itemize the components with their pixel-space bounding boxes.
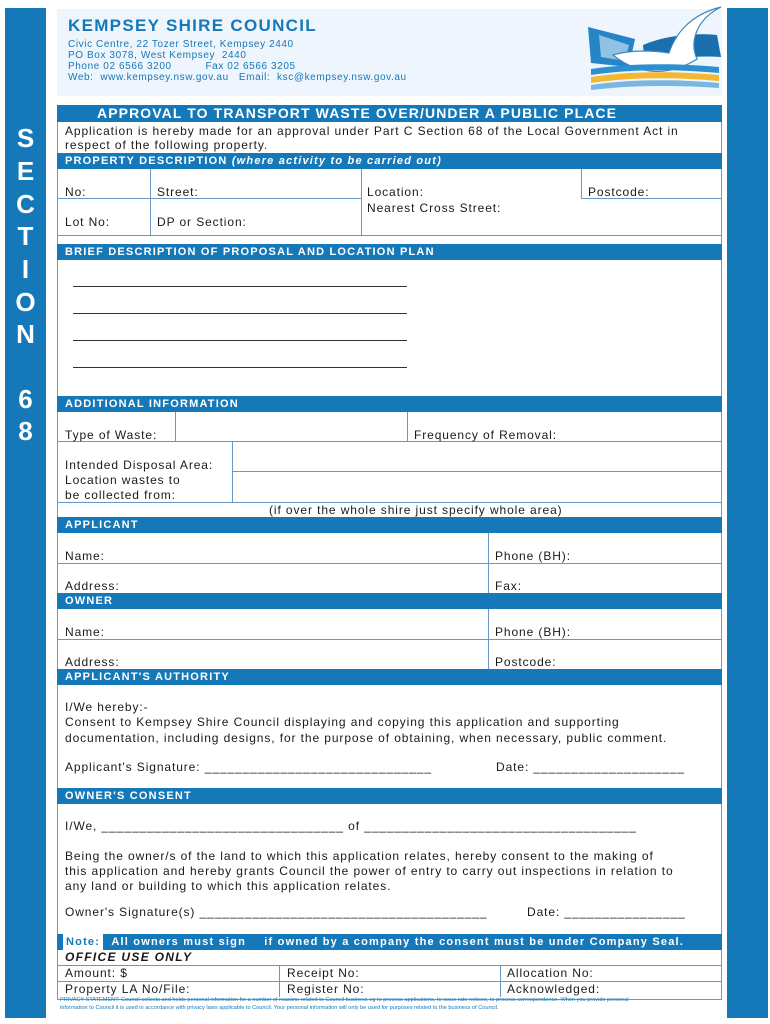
- section-letter: N: [16, 319, 35, 349]
- owner-signature-field[interactable]: Owner's Signature(s) ______________________________________: [65, 905, 488, 919]
- privacy-line2: information to Council it is used in accordance with privacy laws applicable to Council. Your personal information will only be used for purposes related to the business of Council.: [60, 1004, 499, 1011]
- section-letter: I: [21, 254, 30, 284]
- divider: [279, 965, 280, 997]
- property-no-field[interactable]: No:: [65, 185, 87, 199]
- type-of-waste-field[interactable]: Type of Waste:: [65, 428, 158, 442]
- applicant-address-field[interactable]: Address:: [65, 579, 120, 593]
- description-line[interactable]: [73, 286, 407, 287]
- description-line[interactable]: [73, 367, 407, 368]
- office-acknowledged-field[interactable]: Acknowledged:: [507, 982, 601, 996]
- section-letter: O: [15, 287, 36, 317]
- council-address: Civic Centre, 22 Tozer Street, Kempsey 2440: [68, 39, 294, 50]
- form-title: APPROVAL TO TRANSPORT WASTE OVER/UNDER A PUBLIC PLACE: [57, 105, 722, 122]
- applicant-signature-field[interactable]: Applicant's Signature: ______________________________: [65, 760, 432, 774]
- section-digit: 8: [18, 416, 33, 446]
- divider: [175, 412, 176, 442]
- section-letter: T: [17, 221, 34, 251]
- divider: [150, 169, 151, 235]
- owner-phone-field[interactable]: Phone (BH):: [495, 625, 571, 639]
- whole-shire-note: (if over the whole shire just specify whole area): [269, 503, 563, 517]
- consent-line2: this application and hereby grants Council the power of entry to carry out inspections in relation to: [65, 864, 674, 878]
- owner-name-field[interactable]: Name:: [65, 625, 105, 639]
- consent-line1: Being the owner/s of the land to which this application relates, hereby consent to the making of: [65, 849, 654, 863]
- owner-name-of-field[interactable]: I/We, ________________________________ of ____________________________________: [65, 819, 637, 833]
- divider: [57, 235, 722, 236]
- note-label: Note:: [63, 934, 103, 950]
- collection-location-label-line1[interactable]: Location wastes to: [65, 473, 181, 487]
- property-street-field[interactable]: Street:: [157, 185, 199, 199]
- owner-postcode-field[interactable]: Postcode:: [495, 655, 557, 669]
- section-letter: S: [16, 123, 35, 153]
- divider: [407, 412, 408, 442]
- authority-line3: documentation, including designs, for the purpose of obtaining, when necessary, public comment.: [65, 731, 668, 745]
- office-amount-field[interactable]: Amount: $: [65, 966, 128, 980]
- description-line[interactable]: [73, 313, 407, 314]
- divider: [57, 198, 361, 199]
- office-use-heading: OFFICE USE ONLY: [65, 950, 193, 964]
- section-letter: E: [16, 156, 35, 186]
- office-property-la-field[interactable]: Property LA No/File:: [65, 982, 191, 996]
- divider: [581, 169, 582, 199]
- owners-consent-heading: OWNER'S CONSENT: [57, 788, 722, 804]
- divider: [500, 965, 501, 997]
- council-phone-fax: Phone 02 6566 3200 Fax 02 6566 3205: [68, 61, 296, 72]
- brief-description-heading: BRIEF DESCRIPTION OF PROPOSAL AND LOCATION PLAN: [57, 244, 722, 260]
- intro-text-line1: Application is hereby made for an approval under Part C Section 68 of the Local Government Act in: [65, 124, 679, 138]
- collection-location-label-line2: be collected from:: [65, 488, 176, 502]
- right-sidebar-bar: [727, 8, 768, 1018]
- applicant-phone-field[interactable]: Phone (BH):: [495, 549, 571, 563]
- divider: [232, 471, 722, 472]
- authority-line2: Consent to Kempsey Shire Council displaying and copying this application and supporting: [65, 715, 620, 729]
- note-text-company: if owned by a company the consent must be under Company Seal.: [264, 936, 685, 948]
- section-letter: C: [16, 189, 35, 219]
- divider: [57, 965, 722, 966]
- applicant-heading: APPLICANT: [57, 517, 722, 533]
- applicant-name-field[interactable]: Name:: [65, 549, 105, 563]
- owner-address-field[interactable]: Address:: [65, 655, 120, 669]
- intended-disposal-area-field[interactable]: Intended Disposal Area:: [65, 458, 214, 472]
- office-allocation-no-field[interactable]: Allocation No:: [507, 966, 594, 980]
- owner-heading: OWNER: [57, 593, 722, 609]
- owner-date-field[interactable]: Date: ________________: [527, 905, 686, 919]
- divider: [361, 169, 362, 235]
- frequency-of-removal-field[interactable]: Frequency of Removal:: [414, 428, 557, 442]
- property-description-heading: PROPERTY DESCRIPTION (where activity to be carried out): [57, 153, 722, 169]
- office-register-no-field[interactable]: Register No:: [287, 982, 365, 996]
- office-receipt-no-field[interactable]: Receipt No:: [287, 966, 360, 980]
- additional-information-heading: ADDITIONAL INFORMATION: [57, 396, 722, 412]
- applicants-authority-heading: APPLICANT'S AUTHORITY: [57, 669, 722, 685]
- property-heading-note: (where activity to be carried out): [231, 155, 442, 167]
- consent-line3: any land or building to which this application relates.: [65, 879, 392, 893]
- authority-line1: I/We hereby:-: [65, 700, 149, 714]
- lot-no-field[interactable]: Lot No:: [65, 215, 110, 229]
- intro-text-line2: respect of the following property.: [65, 138, 269, 152]
- dp-section-field[interactable]: DP or Section:: [157, 215, 247, 229]
- note-bar: [57, 934, 722, 950]
- council-name: KEMPSEY SHIRE COUNCIL: [68, 16, 317, 35]
- applicant-fax-field[interactable]: Fax:: [495, 579, 522, 593]
- privacy-line1: PRIVACY STATEMENT: Council collects and holds personal information for a number of reasons related to Council business eg to process applications, to issue rate notices, to process correspondence. When you provide personal: [60, 997, 629, 1003]
- nearest-cross-street-field[interactable]: Nearest Cross Street:: [367, 201, 502, 215]
- divider: [57, 563, 722, 564]
- property-location-field[interactable]: Location:: [367, 185, 424, 199]
- note-text-signing: All owners must sign: [111, 936, 247, 948]
- applicant-date-field[interactable]: Date: ____________________: [496, 760, 685, 774]
- divider: [57, 639, 722, 640]
- council-web-email: Web: www.kempsey.nsw.gov.au Email: ksc@kempsey.nsw.gov.au: [68, 72, 407, 83]
- property-postcode-field[interactable]: Postcode:: [588, 185, 650, 199]
- privacy-statement: [60, 997, 720, 1012]
- kempsey-bird-logo-icon: [585, 5, 725, 90]
- council-po-box: PO Box 3078, West Kempsey 2440: [68, 50, 247, 61]
- description-line[interactable]: [73, 340, 407, 341]
- section-digit: 6: [18, 384, 33, 414]
